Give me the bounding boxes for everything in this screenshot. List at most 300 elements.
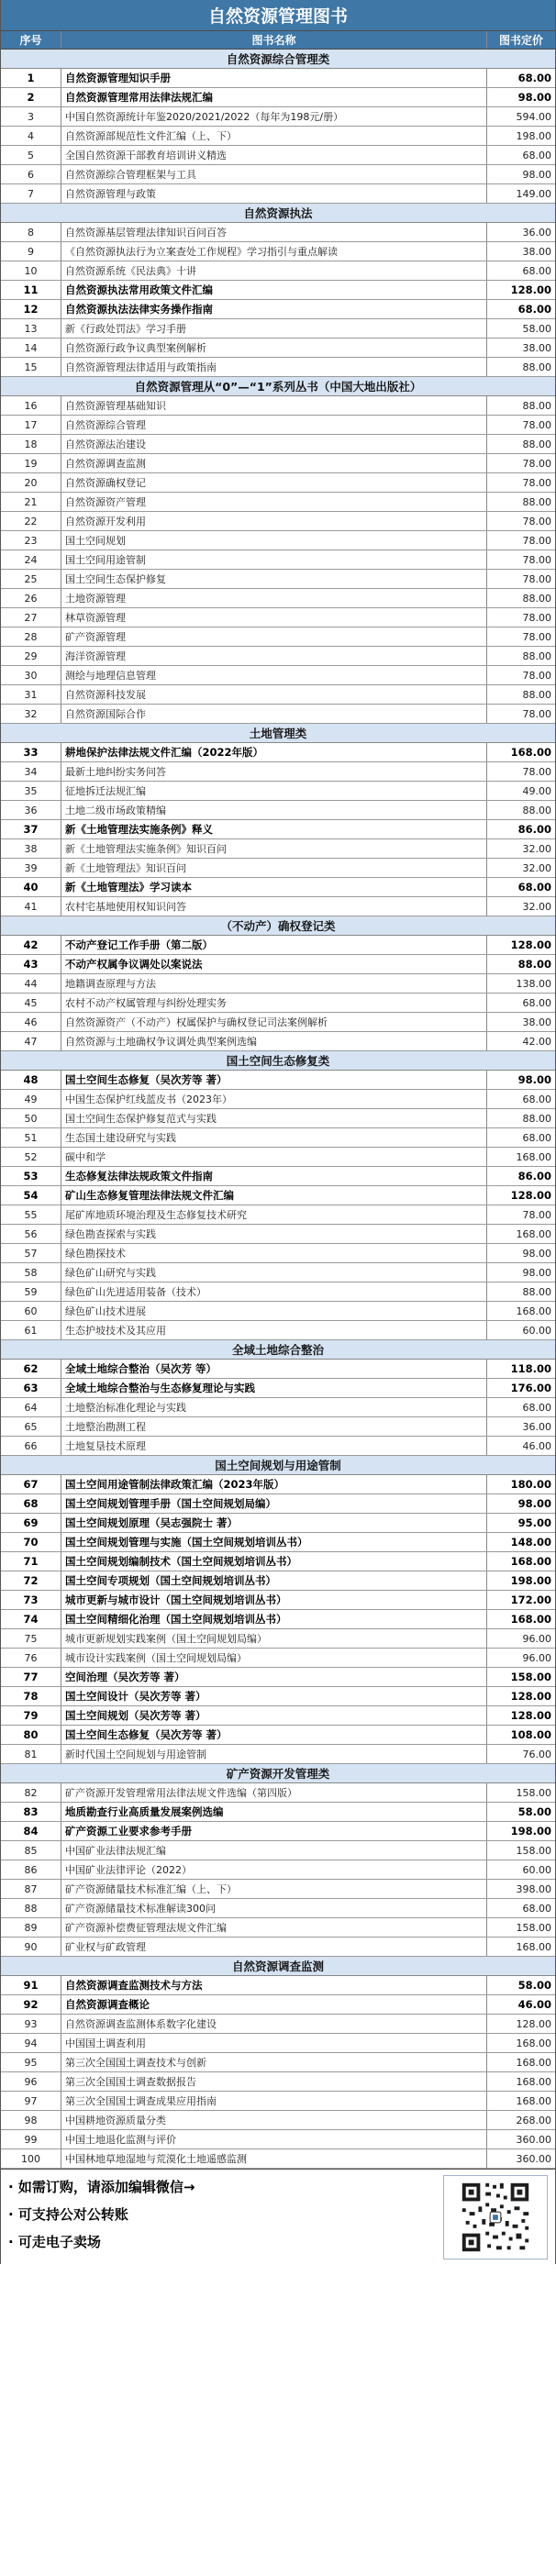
book-price: 88.00 bbox=[522, 650, 551, 662]
book-price: 78.00 bbox=[522, 669, 551, 682]
book-price: 78.00 bbox=[522, 534, 551, 547]
table-row bbox=[1, 2072, 555, 2092]
table-row bbox=[1, 242, 555, 261]
book-price: 176.00 bbox=[510, 1382, 551, 1394]
book-title: 中国林地草地湿地与荒漠化土地遥感监测 bbox=[61, 2149, 487, 2168]
row-number: 53 bbox=[1, 1167, 61, 1185]
table-row bbox=[1, 1128, 555, 1148]
book-price: 42.00 bbox=[522, 1035, 551, 1048]
book-title: 土地二级市场政策精编 bbox=[61, 801, 487, 819]
table-row bbox=[1, 1726, 555, 1745]
book-price: 76.00 bbox=[522, 1748, 551, 1760]
book-price: 49.00 bbox=[522, 784, 551, 797]
row-number: 84 bbox=[1, 1822, 61, 1840]
book-price: 46.00 bbox=[517, 1998, 551, 2011]
row-number: 31 bbox=[1, 685, 61, 704]
row-number: 87 bbox=[1, 1880, 61, 1898]
book-price: 78.00 bbox=[522, 572, 551, 585]
row-number: 86 bbox=[1, 1860, 61, 1879]
row-number: 21 bbox=[1, 493, 61, 511]
table-row bbox=[1, 1032, 555, 1051]
table-row bbox=[1, 319, 555, 339]
book-price: 198.00 bbox=[510, 1574, 551, 1587]
book-price: 168.00 bbox=[516, 2075, 551, 2088]
section-header: 全域土地综合整治 bbox=[1, 1340, 555, 1360]
section-header: 自然资源综合管理类 bbox=[1, 50, 555, 69]
table-row bbox=[1, 1494, 555, 1514]
book-price: 88.00 bbox=[517, 958, 551, 971]
table-row bbox=[1, 1090, 555, 1109]
book-title: 自然资源管理法律适用与政策指南 bbox=[61, 358, 487, 376]
row-number: 17 bbox=[1, 416, 61, 434]
book-title: 自然资源部规范性文件汇编（上、下） bbox=[61, 127, 487, 145]
row-number: 68 bbox=[1, 1494, 61, 1513]
book-price: 78.00 bbox=[522, 630, 551, 643]
book-title: 矿产资源补偿费征管理法规文件汇编 bbox=[61, 1918, 487, 1937]
book-title: 自然资源执法法律实务操作指南 bbox=[61, 300, 487, 318]
row-number: 100 bbox=[1, 2149, 61, 2168]
table-row bbox=[1, 1880, 555, 1899]
table-row bbox=[1, 88, 555, 107]
book-price: 68.00 bbox=[517, 72, 551, 84]
book-title: 矿产资源工业要求参考手册 bbox=[61, 1822, 487, 1840]
table-row bbox=[1, 300, 555, 319]
row-number: 15 bbox=[1, 358, 61, 376]
book-price: 68.00 bbox=[522, 1902, 551, 1915]
book-price: 38.00 bbox=[522, 341, 551, 354]
row-number: 97 bbox=[1, 2092, 61, 2110]
table-row bbox=[1, 339, 555, 358]
table-row bbox=[1, 820, 555, 839]
book-price: 96.00 bbox=[522, 1651, 551, 1664]
book-price: 78.00 bbox=[522, 418, 551, 431]
book-price: 118.00 bbox=[510, 1362, 551, 1375]
table-row bbox=[1, 1918, 555, 1938]
book-price: 95.00 bbox=[517, 1516, 551, 1529]
book-title: 自然资源国际合作 bbox=[61, 705, 487, 723]
book-title: 土地整治标准化理论与实践 bbox=[61, 1398, 487, 1416]
table-row bbox=[1, 685, 555, 705]
book-price: 88.00 bbox=[522, 495, 551, 508]
book-price: 88.00 bbox=[522, 592, 551, 605]
book-title: 不动产登记工作手册（第二版） bbox=[61, 936, 487, 954]
row-number: 54 bbox=[1, 1186, 61, 1205]
row-number: 50 bbox=[1, 1109, 61, 1127]
row-number: 36 bbox=[1, 801, 61, 819]
table-row bbox=[1, 1745, 555, 1764]
table-row bbox=[1, 493, 555, 512]
row-number: 56 bbox=[1, 1225, 61, 1243]
table-row bbox=[1, 1186, 555, 1205]
table-row bbox=[1, 165, 555, 184]
book-title: 海洋资源管理 bbox=[61, 647, 487, 665]
table-row bbox=[1, 550, 555, 570]
book-price: 32.00 bbox=[522, 861, 551, 874]
book-price: 594.00 bbox=[516, 110, 551, 123]
table-row bbox=[1, 2015, 555, 2034]
table-row bbox=[1, 69, 555, 88]
row-number: 98 bbox=[1, 2111, 61, 2129]
row-number: 96 bbox=[1, 2072, 61, 2091]
book-price: 78.00 bbox=[522, 515, 551, 527]
book-price: 58.00 bbox=[517, 1805, 551, 1818]
book-title: 全域土地综合整治（吴次芳 等） bbox=[61, 1360, 487, 1378]
book-price: 128.00 bbox=[510, 1709, 551, 1722]
book-price: 158.00 bbox=[516, 1921, 551, 1934]
table-row bbox=[1, 1687, 555, 1706]
book-title: 中国耕地资源质量分类 bbox=[61, 2111, 487, 2129]
book-title: 矿产资源管理 bbox=[61, 627, 487, 646]
table-row bbox=[1, 2053, 555, 2072]
book-price: 68.00 bbox=[522, 1401, 551, 1414]
book-price: 96.00 bbox=[522, 1632, 551, 1645]
book-title: 新《土地管理法》知识百问 bbox=[61, 859, 487, 877]
book-title: 生态护坡技术及其应用 bbox=[61, 1321, 487, 1339]
book-price: 168.00 bbox=[516, 2094, 551, 2107]
book-title: 国土空间生态修复（吴次芳等 著） bbox=[61, 1071, 487, 1089]
table-row bbox=[1, 107, 555, 127]
row-number: 40 bbox=[1, 878, 61, 896]
row-number: 61 bbox=[1, 1321, 61, 1339]
book-price: 168.00 bbox=[510, 746, 551, 759]
table-row bbox=[1, 762, 555, 782]
table-row bbox=[1, 2149, 555, 2169]
row-number: 64 bbox=[1, 1398, 61, 1416]
book-price: 98.00 bbox=[517, 91, 551, 104]
book-title: 碳中和学 bbox=[61, 1148, 487, 1166]
book-title: 自然资源开发利用 bbox=[61, 512, 487, 530]
book-price: 108.00 bbox=[510, 1728, 551, 1741]
table-row bbox=[1, 608, 555, 627]
row-number: 92 bbox=[1, 1995, 61, 2014]
book-title: 耕地保护法律法规文件汇编（2022年版） bbox=[61, 743, 487, 761]
book-title: 中国国土调查利用 bbox=[61, 2034, 487, 2052]
table-row bbox=[1, 396, 555, 416]
section-header: 自然资源管理从“0”—“1”系列丛书（中国大地出版社） bbox=[1, 377, 555, 396]
row-number: 52 bbox=[1, 1148, 61, 1166]
book-title: 不动产权属争议调处以案说法 bbox=[61, 955, 487, 973]
book-price: 86.00 bbox=[517, 1170, 551, 1183]
book-title: 矿产资源储量技术标准汇编（上、下） bbox=[61, 1880, 487, 1898]
book-title: 国土空间规划 bbox=[61, 531, 487, 550]
row-number: 91 bbox=[1, 1976, 61, 1994]
book-price: 168.00 bbox=[516, 2037, 551, 2049]
book-title: 自然资源行政争议典型案例解析 bbox=[61, 339, 487, 357]
row-number: 34 bbox=[1, 762, 61, 781]
book-title: 全国自然资源干部教育培训讲义精选 bbox=[61, 146, 487, 164]
book-title: 地质勘查行业高质量发展案例选编 bbox=[61, 1803, 487, 1821]
book-price: 78.00 bbox=[522, 457, 551, 470]
book-price: 32.00 bbox=[522, 842, 551, 855]
table-row bbox=[1, 859, 555, 878]
row-number: 29 bbox=[1, 647, 61, 665]
row-number: 38 bbox=[1, 839, 61, 858]
book-title: 第三次全国国土调查技术与创新 bbox=[61, 2053, 487, 2071]
book-price: 128.00 bbox=[516, 2017, 551, 2030]
book-title: 自然资源综合管理 bbox=[61, 416, 487, 434]
row-number: 48 bbox=[1, 1071, 61, 1089]
book-price: 78.00 bbox=[522, 553, 551, 566]
book-title: 矿山生态修复管理法律法规文件汇编 bbox=[61, 1186, 487, 1205]
book-title: 生态国土建设研究与实践 bbox=[61, 1128, 487, 1147]
row-number: 41 bbox=[1, 897, 61, 916]
section-header: 矿产资源开发管理类 bbox=[1, 1764, 555, 1783]
book-price: 68.00 bbox=[522, 1093, 551, 1105]
section-header: 自然资源调查监测 bbox=[1, 1957, 555, 1976]
table-row bbox=[1, 531, 555, 550]
row-number: 5 bbox=[1, 146, 61, 164]
table-row bbox=[1, 1533, 555, 1552]
book-title: 征地拆迁法规汇编 bbox=[61, 782, 487, 800]
row-number: 45 bbox=[1, 994, 61, 1012]
book-price: 68.00 bbox=[517, 303, 551, 316]
table-row bbox=[1, 127, 555, 146]
book-price: 78.00 bbox=[522, 1208, 551, 1221]
book-title: 矿业权与矿政管理 bbox=[61, 1938, 487, 1956]
row-number: 35 bbox=[1, 782, 61, 800]
book-title: 自然资源与土地确权争议调处典型案例选编 bbox=[61, 1032, 487, 1050]
book-title: 绿色矿山技术进展 bbox=[61, 1302, 487, 1320]
row-number: 25 bbox=[1, 570, 61, 588]
book-price: 128.00 bbox=[510, 1690, 551, 1703]
row-number: 79 bbox=[1, 1706, 61, 1725]
book-price: 98.00 bbox=[517, 1073, 551, 1086]
row-number: 4 bbox=[1, 127, 61, 145]
book-title: 自然资源执法常用政策文件汇编 bbox=[61, 281, 487, 299]
table-row bbox=[1, 897, 555, 916]
row-number: 89 bbox=[1, 1918, 61, 1937]
book-price: 168.00 bbox=[516, 2056, 551, 2069]
book-title: 新《土地管理法实施条例》释义 bbox=[61, 820, 487, 838]
book-title: 新《土地管理法》学习读本 bbox=[61, 878, 487, 896]
row-number: 80 bbox=[1, 1726, 61, 1744]
book-price: 148.00 bbox=[510, 1536, 551, 1549]
book-title: 自然资源确权登记 bbox=[61, 473, 487, 492]
row-number: 1 bbox=[1, 69, 61, 87]
table-row bbox=[1, 666, 555, 685]
book-title: 中国自然资源统计年鉴2020/2021/2022（每年为198元/册） bbox=[61, 107, 487, 126]
table-row bbox=[1, 1417, 555, 1437]
table-row bbox=[1, 589, 555, 608]
table-row bbox=[1, 1591, 555, 1610]
row-number: 11 bbox=[1, 281, 61, 299]
row-number: 47 bbox=[1, 1032, 61, 1050]
row-number: 88 bbox=[1, 1899, 61, 1917]
book-title: 国土空间规划编制技术（国土空间规划培训丛书） bbox=[61, 1552, 487, 1571]
table-row bbox=[1, 473, 555, 493]
row-number: 22 bbox=[1, 512, 61, 530]
table-row bbox=[1, 1629, 555, 1649]
row-number: 72 bbox=[1, 1571, 61, 1590]
book-title: 城市更新规划实践案例（国土空间规划局编） bbox=[61, 1629, 487, 1648]
wechat-qr-code-icon[interactable] bbox=[443, 2175, 548, 2260]
table-title: 自然资源管理图书 bbox=[1, 0, 555, 31]
book-title: 新《土地管理法实施条例》知识百问 bbox=[61, 839, 487, 858]
header-price: 图书定价 bbox=[498, 34, 543, 47]
book-price: 198.00 bbox=[510, 1825, 551, 1838]
table-row bbox=[1, 512, 555, 531]
row-number: 2 bbox=[1, 88, 61, 106]
row-number: 74 bbox=[1, 1610, 61, 1628]
book-price: 78.00 bbox=[522, 707, 551, 720]
row-number: 44 bbox=[1, 974, 61, 993]
row-number: 69 bbox=[1, 1514, 61, 1532]
book-title: 自然资源调查监测 bbox=[61, 454, 487, 472]
row-number: 95 bbox=[1, 2053, 61, 2071]
table-row bbox=[1, 627, 555, 647]
row-number: 18 bbox=[1, 435, 61, 453]
table-row bbox=[1, 1109, 555, 1128]
book-price: 158.00 bbox=[516, 1786, 551, 1799]
book-price: 88.00 bbox=[522, 688, 551, 701]
table-row bbox=[1, 1976, 555, 1995]
book-price: 88.00 bbox=[522, 399, 551, 412]
book-title: 《自然资源执法行为立案查处工作规程》学习指引与重点解读 bbox=[61, 242, 487, 261]
book-title: 矿产资源储量技术标准解读300问 bbox=[61, 1899, 487, 1917]
table-row bbox=[1, 1360, 555, 1379]
row-number: 32 bbox=[1, 705, 61, 723]
table-row bbox=[1, 1899, 555, 1918]
row-number: 10 bbox=[1, 261, 61, 280]
table-row bbox=[1, 1841, 555, 1860]
book-title: 土地资源管理 bbox=[61, 589, 487, 607]
table-row bbox=[1, 1071, 555, 1090]
book-price: 36.00 bbox=[522, 226, 551, 239]
table-row bbox=[1, 936, 555, 955]
book-title: 国土空间设计（吴次芳等 著） bbox=[61, 1687, 487, 1705]
book-title: 农村不动产权属管理与纠纷处理实务 bbox=[61, 994, 487, 1012]
table-row bbox=[1, 1167, 555, 1186]
book-price: 98.00 bbox=[522, 168, 551, 181]
book-price: 168.00 bbox=[510, 1613, 551, 1626]
table-row bbox=[1, 1148, 555, 1167]
book-price: 128.00 bbox=[510, 283, 551, 296]
row-number: 63 bbox=[1, 1379, 61, 1397]
book-price: 88.00 bbox=[522, 1285, 551, 1298]
row-number: 6 bbox=[1, 165, 61, 183]
section-header: 自然资源执法 bbox=[1, 204, 555, 223]
book-price: 168.00 bbox=[516, 1940, 551, 1953]
row-number: 12 bbox=[1, 300, 61, 318]
table-row bbox=[1, 782, 555, 801]
row-number: 62 bbox=[1, 1360, 61, 1378]
book-title: 自然资源综合管理框架与工具 bbox=[61, 165, 487, 183]
section-header: 国土空间生态修复类 bbox=[1, 1051, 555, 1071]
table-row bbox=[1, 974, 555, 994]
book-price: 149.00 bbox=[516, 187, 551, 200]
row-number: 46 bbox=[1, 1013, 61, 1031]
table-row bbox=[1, 1571, 555, 1591]
book-title: 绿色勘探技术 bbox=[61, 1244, 487, 1262]
book-title: 国土空间规划（吴次芳等 著） bbox=[61, 1706, 487, 1725]
book-title: 国土空间精细化治理（国土空间规划培训丛书） bbox=[61, 1610, 487, 1628]
book-title: 土地整治勘测工程 bbox=[61, 1417, 487, 1436]
book-title: 国土空间生态保护修复范式与实践 bbox=[61, 1109, 487, 1127]
table-row bbox=[1, 1321, 555, 1340]
table-row bbox=[1, 1610, 555, 1629]
row-number: 14 bbox=[1, 339, 61, 357]
row-number: 37 bbox=[1, 820, 61, 838]
table-row bbox=[1, 1244, 555, 1263]
book-price: 78.00 bbox=[522, 476, 551, 489]
table-row bbox=[1, 878, 555, 897]
row-number: 24 bbox=[1, 550, 61, 569]
book-title: 国土空间规划原理（吴志强院士 著） bbox=[61, 1514, 487, 1532]
row-number: 65 bbox=[1, 1417, 61, 1436]
book-title: 国土空间生态保护修复 bbox=[61, 570, 487, 588]
table-row bbox=[1, 1302, 555, 1321]
book-price: 398.00 bbox=[516, 1882, 551, 1895]
footer-ecommerce-note: · 可走电子卖场 bbox=[8, 2234, 101, 2250]
table-row bbox=[1, 570, 555, 589]
book-title: 自然资源管理与政策 bbox=[61, 184, 487, 203]
book-price: 268.00 bbox=[516, 2114, 551, 2126]
table-row bbox=[1, 435, 555, 454]
book-title: 尾矿库地质环境治理及生态修复技术研究 bbox=[61, 1205, 487, 1224]
row-number: 19 bbox=[1, 454, 61, 472]
book-title: 城市更新与城市设计（国土空间规划培训丛书） bbox=[61, 1591, 487, 1609]
row-number: 66 bbox=[1, 1437, 61, 1455]
book-price: 68.00 bbox=[522, 996, 551, 1009]
book-price: 88.00 bbox=[522, 1112, 551, 1125]
book-price: 88.00 bbox=[522, 361, 551, 373]
book-price: 88.00 bbox=[522, 438, 551, 450]
row-number: 43 bbox=[1, 955, 61, 973]
table-row bbox=[1, 1706, 555, 1726]
book-title: 测绘与地理信息管理 bbox=[61, 666, 487, 684]
book-title: 城市设计实践案例（国土空间规划局编） bbox=[61, 1649, 487, 1667]
book-title: 空间治理（吴次芳等 著） bbox=[61, 1668, 487, 1686]
book-price: 78.00 bbox=[522, 611, 551, 624]
book-price: 198.00 bbox=[516, 129, 551, 142]
table-row bbox=[1, 1822, 555, 1841]
book-price: 38.00 bbox=[522, 245, 551, 258]
book-price: 68.00 bbox=[522, 1131, 551, 1144]
row-number: 94 bbox=[1, 2034, 61, 2052]
row-number: 9 bbox=[1, 242, 61, 261]
book-price: 158.00 bbox=[510, 1671, 551, 1683]
book-title: 自然资源管理基础知识 bbox=[61, 396, 487, 415]
book-title: 自然资源科技发展 bbox=[61, 685, 487, 704]
book-title: 最新土地纠纷实务问答 bbox=[61, 762, 487, 781]
row-number: 83 bbox=[1, 1803, 61, 1821]
row-number: 99 bbox=[1, 2130, 61, 2149]
row-number: 13 bbox=[1, 319, 61, 338]
table-row bbox=[1, 705, 555, 724]
book-price: 168.00 bbox=[516, 1150, 551, 1163]
row-number: 42 bbox=[1, 936, 61, 954]
table-row bbox=[1, 2130, 555, 2149]
book-price: 98.00 bbox=[517, 1497, 551, 1510]
book-price: 172.00 bbox=[510, 1593, 551, 1606]
header-no: 序号 bbox=[1, 31, 61, 49]
footer-order-note: · 如需订购，请添加编辑微信→ bbox=[8, 2179, 195, 2195]
book-price: 60.00 bbox=[522, 1863, 551, 1876]
table-row bbox=[1, 647, 555, 666]
row-number: 73 bbox=[1, 1591, 61, 1609]
table-row bbox=[1, 416, 555, 435]
book-price: 98.00 bbox=[522, 1247, 551, 1260]
footer-transfer-note: · 可支持公对公转账 bbox=[8, 2206, 128, 2223]
table-row bbox=[1, 1803, 555, 1822]
table-row bbox=[1, 146, 555, 165]
book-title: 中国矿业法律评论（2022） bbox=[61, 1860, 487, 1879]
table-row bbox=[1, 801, 555, 820]
book-price: 78.00 bbox=[522, 765, 551, 778]
row-number: 71 bbox=[1, 1552, 61, 1571]
section-header: 土地管理类 bbox=[1, 724, 555, 743]
book-title: 农村宅基地使用权知识问答 bbox=[61, 897, 487, 916]
